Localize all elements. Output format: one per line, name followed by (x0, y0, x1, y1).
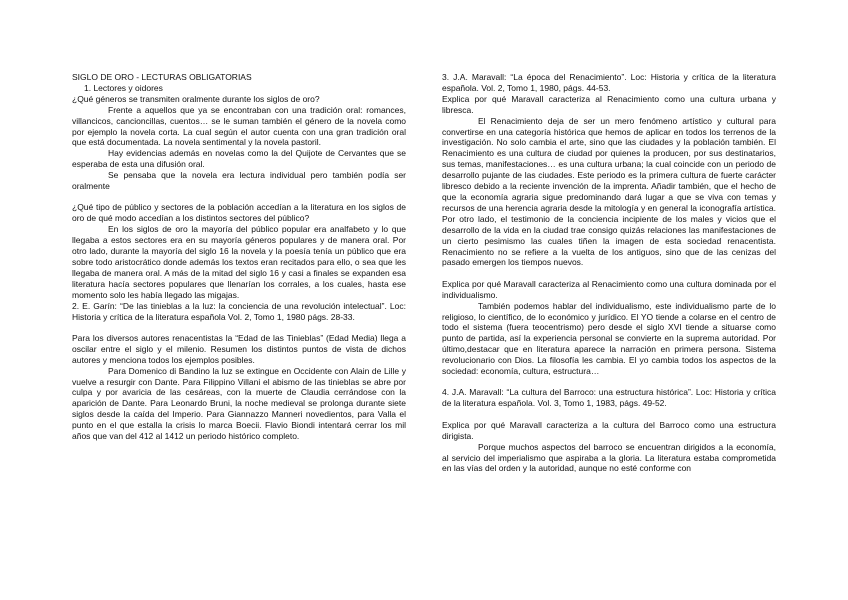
question-2: ¿Qué tipo de público y sectores de la población accedían a la literatura en los siglos de oro de qué modo accedían a los distintos sectores del público? (72, 202, 406, 224)
reference-3: 3. J.A. Maravall: “La época del Renacimiento”. Loc: Historia y crítica de la literatura española. Vol. 2, Tomo 1, 1980, págs. 44-53. (442, 72, 776, 93)
answer-3-paragraph: Para Domenico di Bandino la luz se extingue en Occidente con Alain de Lille y vuelve a resurgir con Dante. Para Filippino Villani el abismo de las tinieblas se abre por culpa y por avaricia de las cesáreas, con la muerte de Claudia cerrándose con la aparición de Dante. Para Leonardo Bruni, la noche medieval se prolonga durante siete siglos desde la caída del Imperio. Para Giannazzo Manneri novedientos, para Valla el punto en el que estalla la crisis lo marca Boecii. Flavio Biondi intentará cerrar los mil años que van del 412 al 1412 un periodo histórico completo. (72, 365, 406, 442)
document-title: SIGLO DE ORO - LECTURAS OBLIGATORIAS (72, 72, 252, 82)
answer-4-paragraph: El Renacimiento deja de ser un mero fenómeno artístico y cultural para convertirse en una categoría histórica que hemos de aplicar en todos los terrenos de la investigación. No solo cambia el arte, sino que las ciudades y la población también. El Renacimiento es una cultura de ciudad por quienes la producen, por sus destinatarios, sus temas, manifestaciones… es una cultura urbana; la cual coincide con un periodo de desarrollo pujante de las ciudades. Este periodo es la primera cultura de fuerte carácter libresco debido a la reciente invención de la imprenta. Añadir también, que el hecho de que la economía agraria sigue predominando dará lugar a que se viva con temas y recursos de una herencia agraria desde la mitología y en general la iconografía artística. Por otro lado, el testimonio de la conciencia incipiente de los males y vicios que el desarrollo de la vida en la ciudad trae consigo quizás relaciones las manifestaciones de un cierto pesimismo las cuales tiñen la imagen de esta sociedad renacentista. Renacimiento no se refiere a la vuelta de los antiguos, sino que de las cenizas del pasado emergen los tiempos nuevos. (442, 115, 776, 268)
answer-1-paragraph-2: Hay evidencias además en novelas como la del Quijote de Cervantes que se esperaba de esta una difusión oral. (72, 148, 406, 170)
reference-4: 4. J.A. Maravall: “La cultura del Barroco: una estructura histórica”. Loc: Historia y crítica de la literatura española. Vol. 3, Tomo 1, 1983, págs. 49-52. (442, 387, 776, 409)
question-6: Explica por qué Maravall caracteriza a la cultura del Barroco como una estructura dirigista. (442, 419, 776, 441)
reference-2: 2. E. Garín: “De las tinieblas a la luz: la conciencia de una revolución intelectual”. Loc: Historia y crítica de la literatura española Vol. 2, Tomo 1, 1980 págs. 28-33. (72, 300, 406, 322)
answer-5-paragraph: También podemos hablar del individualismo, este individualismo parte de lo religioso, lo científico, de lo económico y jurídico. El YO tiende a colarse en el centro de todo el sistema (fuera teocentrismo) pero desde el siglo XVI tiende a situarse como punto de partida, así la experiencia personal se convierte en la suprema autoridad. Por último,destacar que en literatura aparece la narración en primera persona. Sistema revolucionario con Dios. La filosofía les cambia. El yo cambia todos los aspectos de la sociedad: economía, cultura, estructura… (442, 300, 776, 377)
answer-6-paragraph: Porque muchos aspectos del barroco se encuentran dirigidos a la economía, al servicio del imperialismo que aspiraba a la gloria. La literatura estaba comprometida en las vías del orden y la autoridad, aunque no esté conforme con (442, 441, 776, 474)
answer-1-paragraph-1: Frente a aquellos que ya se encontraban con una tradición oral: romances, villancicos, cancioncillas, cuentos… se le suman también el género de la novela como por ejemplo la novela corta. La cual según el autor cuenta con una gran tradición oral que está documentada. La novela sentimental y la novela pastoril. (72, 104, 406, 148)
question-3: Para los diversos autores renacentistas la “Edad de las Tinieblas” (Edad Media) llega a oscilar entre el siglo y el milenio. Resumen los distintos puntos de vista de dichos autores y menciona todos los ejemplos posibles. (72, 332, 406, 365)
question-1: ¿Qué géneros se transmiten oralmente durante los siglos de oro? (72, 93, 320, 104)
list-item-lectores: 1. Lectores y oidores (84, 82, 163, 93)
left-column (72, 72, 406, 442)
right-column (442, 72, 776, 474)
answer-2-paragraph: En los siglos de oro la mayoría del público popular era analfabeto y lo que llegaba a estos sectores era en su mayoría géneros populares y de manera oral. Por otro lado, durante la mayoría del siglo 16 la novela y la poesía tenía un público que era sobre todo aristocrático donde además los textos eran recitados para ello, o sea que les llegaba de manera oral. A más de la mitad del siglo 16 y casi a finales se expanden esa literatura hacía sectores populares que llenarían los corrales, a los cuales, hasta ese momento solo les había llegado las migajas. (72, 224, 406, 300)
answer-1-paragraph-3: Se pensaba que la novela era lectura individual pero también podía ser oralmente (72, 170, 406, 192)
question-4: Explica por qué Maravall caracteriza al Renacimiento como una cultura urbana y libresca. (442, 93, 776, 115)
question-5: Explica por qué Maravall caracteriza al Renacimiento como una cultura dominada por el individualismo. (442, 278, 776, 300)
